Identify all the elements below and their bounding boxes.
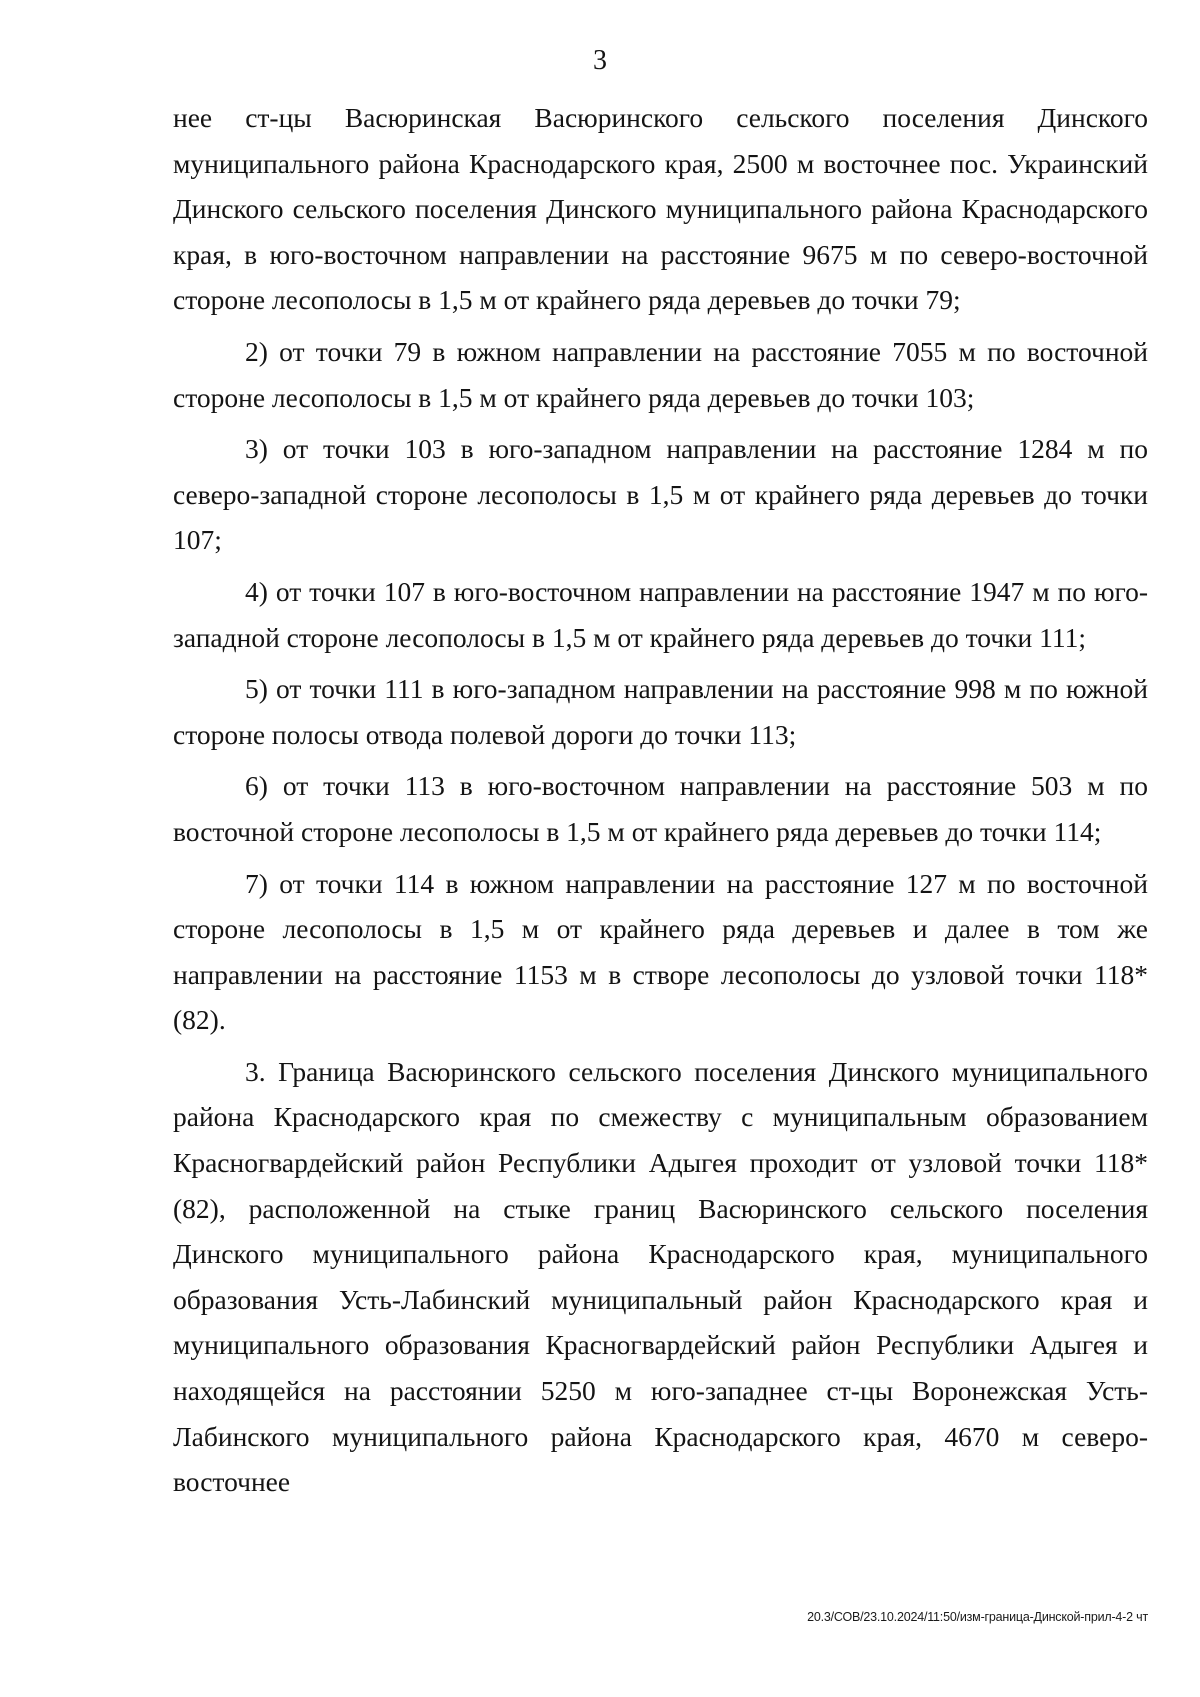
paragraph-item-5: 5) от точки 111 в юго-западном направлении на расстояние 998 м по южной стороне полосы отвода полевой дороги до точки 113;	[173, 673, 1148, 750]
paragraph-item-2: 2) от точки 79 в южном направлении на расстояние 7055 м по восточной стороне лесополосы в 1,5 м от крайнего ряда деревьев до точки 103;	[173, 335, 1148, 413]
paragraph-item-3: 3) от точки 103 в юго-западном направлении на расстояние 1284 м по северо-западной стороне лесополосы в 1,5 м от крайнего ряда деревьев до точки 107;	[173, 433, 1148, 556]
paragraph-item-7: 7) от точки 114 в южном направлении на расстояние 127 м по восточной стороне лесополосы в 1,5 м от крайнего ряда деревьев и далее в том же направлении на расстояние 1153 м в створе лесополосы до узловой точки 118*(82).	[173, 867, 1148, 1036]
paragraph-continuation: нее ст-цы Васюринская Васюринского сельского поселения Динского муниципального района Краснодарского края, 2500 м восточнее пос. Украинский Динского сельского поселения Динского муниципального района Краснодарского края, в юго-восточном направлении на расстояние 9675 м по северо-восточной стороне лесополосы в 1,5 м от крайнего ряда деревьев до точки 79;	[173, 102, 1148, 316]
document-body	[173, 95, 1148, 1505]
paragraph-item-4: 4) от точки 107 в юго-восточном направлении на расстояние 1947 м по юго-западной стороне лесополосы в 1,5 м от крайнего ряда деревьев до точки 111;	[173, 575, 1148, 653]
paragraph-section-3: 3. Граница Васюринского сельского поселения Динского муниципального района Краснодарского края по смежеству с муниципальным образованием Красногвардейский район Республики Адыгея проходит от узловой точки 118*(82), расположенной на стыке границ Васюринского сельского поселения Динского муниципального района Краснодарского края, муниципального образования Усть-Лабинский муниципальный район Краснодарского края и муниципального образования Красногвардейский район Республики Адыгея и находящейся на расстоянии 5250 м юго-западнее ст-цы Воронежская Усть-Лабинского муниципального района Краснодарского края, 4670 м северо-восточнее	[173, 1055, 1148, 1498]
paragraph-item-6: 6) от точки 113 в юго-восточном направлении на расстояние 503 м по восточной стороне лесополосы в 1,5 м от крайнего ряда деревьев до точки 114;	[173, 770, 1148, 847]
footer-document-code: 20.3/СОВ/23.10.2024/11:50/изм-граница-Динской-прил-4-2 чт	[807, 1610, 1148, 1624]
page-number: 3	[593, 45, 607, 76]
